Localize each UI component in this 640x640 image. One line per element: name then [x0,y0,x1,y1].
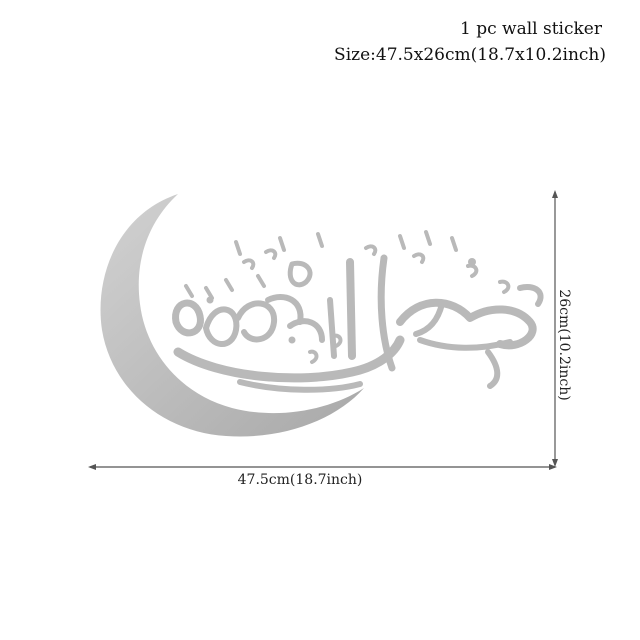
width-label: 47.5cm(18.7inch) [237,472,363,488]
height-label: 26cm(10.2inch) [556,289,572,401]
size-text: Size:47.5x26cm(18.7x10.2inch) [334,45,606,65]
calligraphy-artwork [176,232,541,390]
quantity-text: 1 pc wall sticker [460,19,602,39]
width-dimension-line [88,464,557,470]
